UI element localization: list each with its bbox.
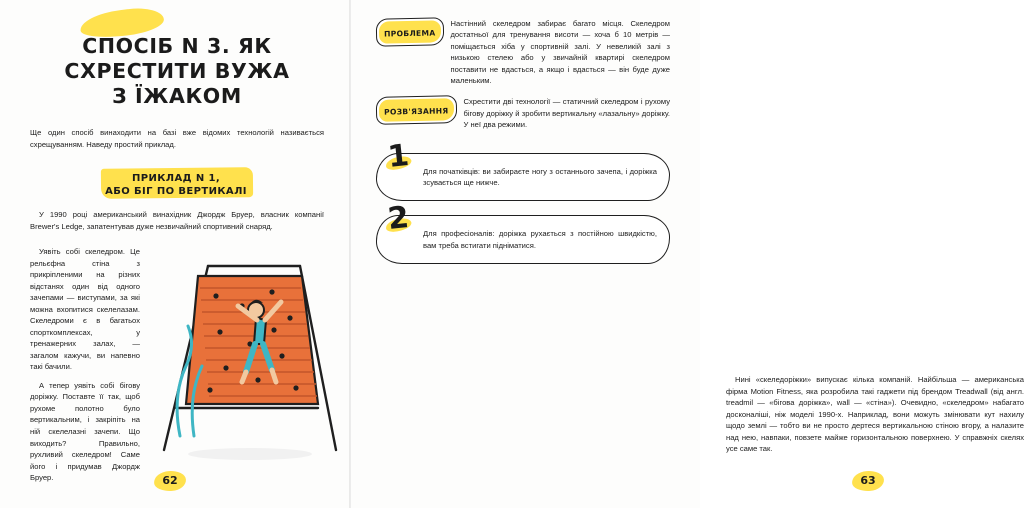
numbered-box-1-number: 1 [386, 137, 411, 175]
example-heading-line-2: АБО БІГ ПО ВЕРТИКАЛІ [105, 186, 247, 198]
page-number-right-text: 63 [860, 474, 876, 487]
numbered-box-1 [376, 137, 670, 202]
numbered-box-2-text: Для професіоналів: доріжка рухається з постійною швидкістю, вам треба встигати підніматися. [423, 229, 657, 250]
page-title-line-1: СПОСІБ N 3. ЯК [82, 34, 272, 58]
page-number-left [150, 470, 190, 494]
closing-paragraph: Нині «скеледоріжки» випускає кілька компаній. Найбільша — американська фірма Motion Fitness, яка розробила такі гаджети під брендом Treadwall (від англ. treadmil — «бігова доріжка», wall — «стіна»). Очевидно, «скеледром» набагато досконаліші, ніж моделі 1990-х. Наприклад, вони можуть змінювати кут нахилу щодо землі — тобто ви не просто дертеся вертикальною стіною вгору, а налазите над нею, навпаки, повзете майже горизонтальною поверхнею. У справжніх скелях усе саме так. [726, 375, 1024, 454]
numbered-box-1-text: Для початківців: ви забираєте ногу з останнього зачепа, і доріжка зсувається ще нижче. [423, 166, 657, 187]
numbered-box-2 [376, 200, 670, 264]
page-title [30, 34, 324, 109]
numbered-box-2-number: 2 [386, 200, 411, 238]
problem-tag-label: ПРОБЛЕМА [383, 28, 436, 39]
example-heading-line-1: ПРИКЛАД N 1, [131, 173, 221, 185]
problem-callout-text: Настінний скеледром забирає багато місця. Скеледром достатньої для тренування висоти — хоча б 10 метрів — поміщається хіба у спортивній залі. У невеликій залі з низькою стелею або у звичайній квартирі скеледром поставити не вдасться, а якщо і вдасться — він буде дуже маленьким. [450, 19, 670, 85]
intro-paragraph: Ще один спосіб винаходити на базі вже відомих технологій називається схрещуванням. Наведу простий приклад. [30, 128, 324, 149]
treadwall-illustration [150, 240, 346, 465]
solution-tag-label: РОЗВ'ЯЗАННЯ [383, 106, 449, 118]
right-page [350, 0, 1024, 508]
closing-section [726, 374, 1024, 462]
page-title-line-2: СХРЕСТИТИ ВУЖА [64, 59, 290, 83]
page-title-line-3: З ЇЖАКОМ [112, 84, 242, 108]
problem-tag [376, 17, 444, 46]
paragraph-climbing-wall: Уявіть собі скеледром. Це рельєфна стіна з прикріпленими на різних відстанях один від одного зачепами — виступами, за які можна вхопитися скелелазам. Скеледроми є в багатьох спорткомплексах, у тренажерних залах, — загалом кажучи, ви напевно такі бачили. [30, 247, 140, 372]
problem-callout [376, 18, 670, 86]
paragraph-treadmill: А тепер уявіть собі бігову доріжку. Поставте її так, щоб рухоме полотно було вертикальним, і закріпіть на ній скелелазні зачепи. Що виходить? Правильно, рухливий скеледром! Саме його і придумав Джордж Бруер. [30, 380, 140, 483]
page-number-left-text: 62 [162, 474, 178, 487]
solution-callout-text: Схрестити дві технології — статичний скеледром і рухому бігову доріжку й зробити вертикальну «лазальну» доріжку. У неї два режими. [463, 97, 670, 130]
solution-tag [376, 96, 457, 126]
left-page [0, 0, 350, 508]
left-narrow-column [30, 246, 140, 491]
page-number-right [848, 470, 888, 494]
treadwall-illustration-svg [150, 240, 346, 465]
solution-callout [376, 96, 670, 130]
paragraph-patent: У 1990 році американський винахідник Джордж Бруер, власник компанії Brewer's Ledge, запатентував дуже незвичайний спортивний снаряд. [30, 210, 324, 231]
example-marker-heading [101, 166, 253, 199]
